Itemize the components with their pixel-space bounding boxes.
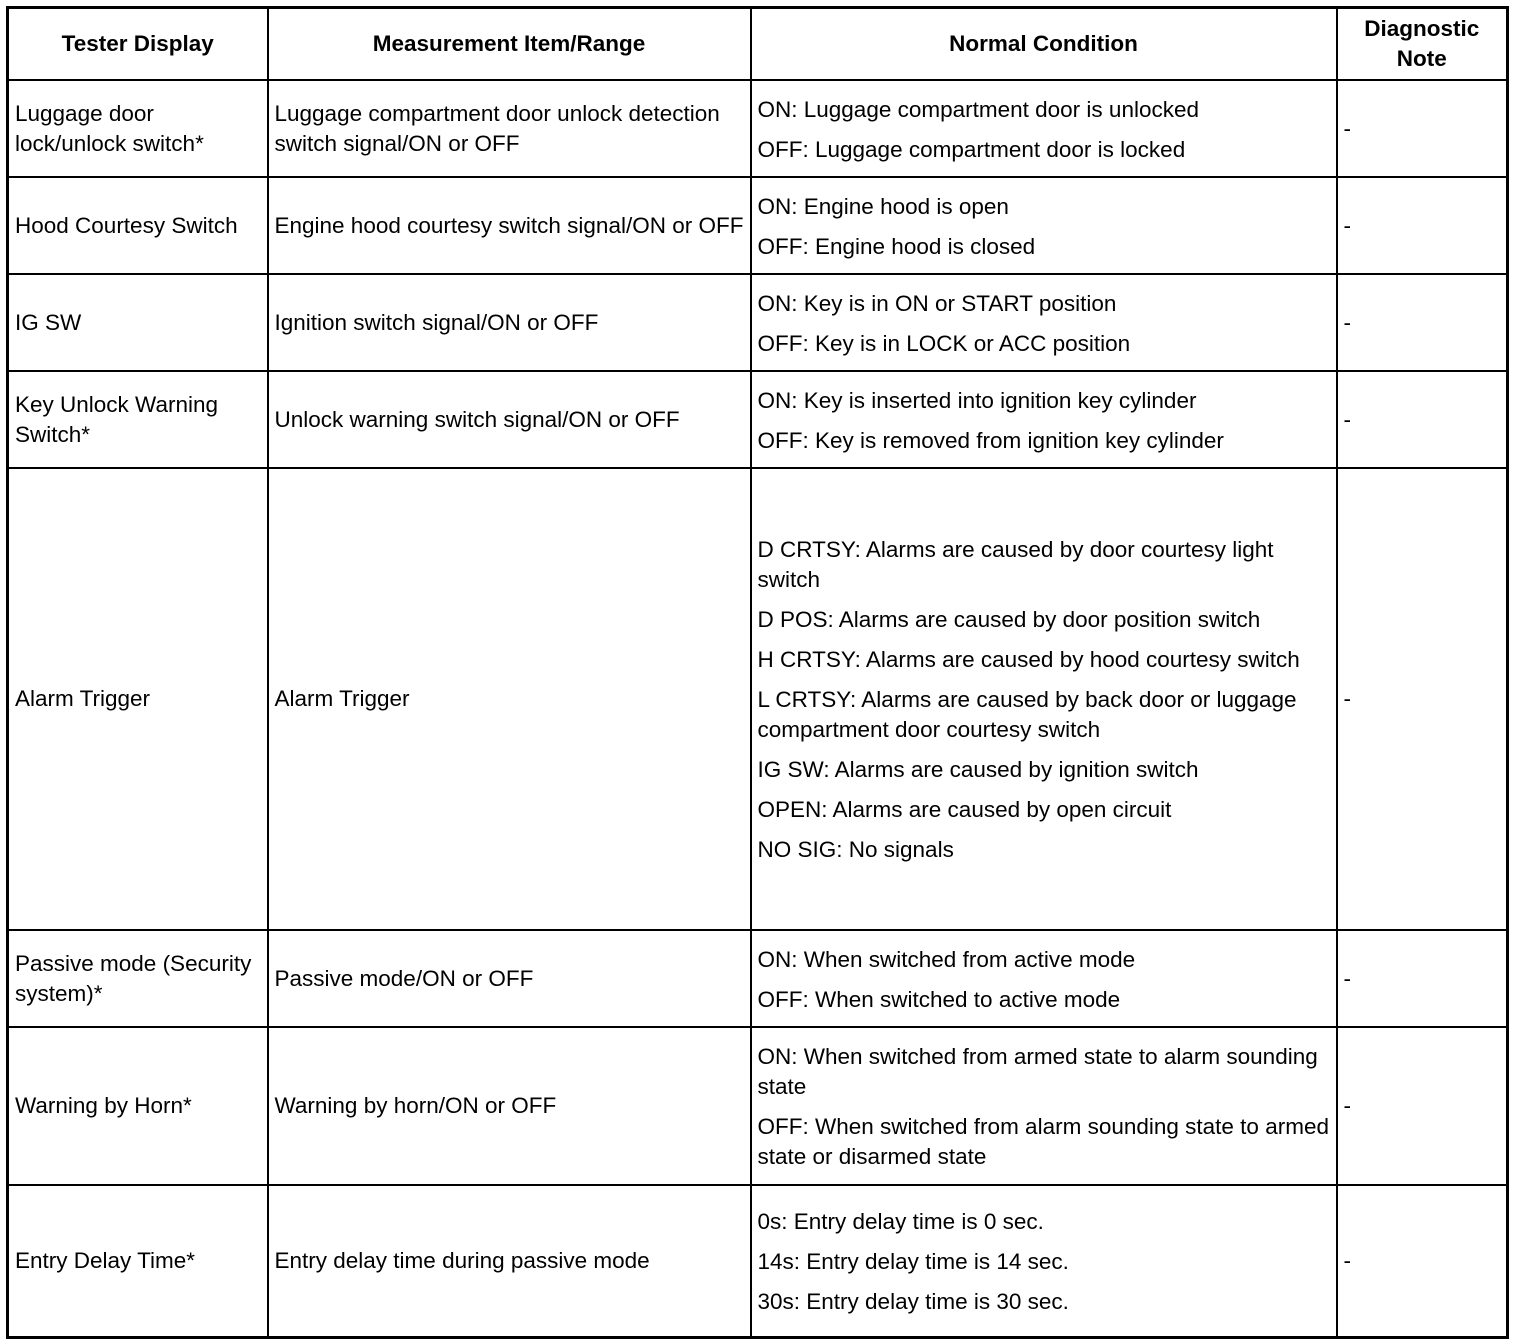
data-list-table [6,6,1509,1339]
table-row [8,1185,1508,1337]
diagnostic-note-cell: - [1337,274,1508,371]
tester-display-cell: Passive mode (Security system)* [8,930,268,1027]
condition-line: OFF: When switched from alarm sounding state to armed state or disarmed state [757,1114,1329,1169]
normal-condition-cell [751,468,1337,930]
condition-line: OFF: Engine hood is closed [757,233,1036,259]
condition-line: D POS: Alarms are caused by door position switch [757,607,1261,632]
diagnostic-note-cell: - [1337,468,1508,930]
tester-display-cell: Luggage door lock/unlock switch* [8,80,268,177]
table-row [8,274,1508,371]
condition-line: ON: Key is in ON or START position [757,290,1117,316]
measurement-cell: Passive mode/ON or OFF [268,930,751,1027]
table-row [8,468,1508,930]
condition-line: ON: When switched from armed state to alarm sounding state [757,1044,1318,1099]
normal-condition-cell [751,371,1337,468]
condition-line: OFF: Key is in LOCK or ACC position [757,330,1131,356]
condition-line: IG SW: Alarms are caused by ignition switch [757,757,1199,782]
normal-condition-cell [751,1027,1337,1185]
normal-condition-cell [751,80,1337,177]
header-diagnostic-note: Diagnostic Note [1337,8,1508,81]
table-row [8,177,1508,274]
tester-display-cell: Key Unlock Warning Switch* [8,371,268,468]
header-measurement: Measurement Item/Range [268,8,751,81]
measurement-cell: Unlock warning switch signal/ON or OFF [268,371,751,468]
measurement-cell: Alarm Trigger [268,468,751,930]
tester-display-cell: Entry Delay Time* [8,1185,268,1337]
normal-condition-cell [751,177,1337,274]
condition-line: H CRTSY: Alarms are caused by hood courtesy switch [757,647,1300,672]
diagnostic-note-cell: - [1337,1185,1508,1337]
condition-line: OFF: Key is removed from ignition key cylinder [757,427,1224,453]
diagnostic-note-cell: - [1337,177,1508,274]
header-tester-display: Tester Display [8,8,268,81]
condition-line: ON: Luggage compartment door is unlocked [757,96,1199,122]
condition-line: ON: Engine hood is open [757,193,1009,219]
normal-condition-cell [751,1185,1337,1337]
diagnostic-note-cell: - [1337,371,1508,468]
measurement-cell: Entry delay time during passive mode [268,1185,751,1337]
condition-line: ON: When switched from active mode [757,946,1136,972]
table-body [8,80,1508,1337]
measurement-cell: Ignition switch signal/ON or OFF [268,274,751,371]
tester-display-cell: Warning by Horn* [8,1027,268,1185]
condition-line: OFF: Luggage compartment door is locked [757,136,1186,162]
condition-line: L CRTSY: Alarms are caused by back door or luggage compartment door courtesy switch [757,687,1297,742]
measurement-cell: Engine hood courtesy switch signal/ON or OFF [268,177,751,274]
condition-line: NO SIG: No signals [757,837,954,862]
tester-display-cell: Hood Courtesy Switch [8,177,268,274]
header-normal-condition: Normal Condition [751,8,1337,81]
diagnostic-note-cell: - [1337,80,1508,177]
normal-condition-cell [751,274,1337,371]
table-row [8,371,1508,468]
measurement-cell: Luggage compartment door unlock detection switch signal/ON or OFF [268,80,751,177]
tester-display-cell: Alarm Trigger [8,468,268,930]
diagnostic-note-cell: - [1337,930,1508,1027]
table-row [8,80,1508,177]
condition-line: 30s: Entry delay time is 30 sec. [757,1288,1069,1314]
condition-line: 0s: Entry delay time is 0 sec. [757,1208,1044,1234]
condition-line: OFF: When switched to active mode [757,986,1121,1012]
normal-condition-cell [751,930,1337,1027]
condition-line: ON: Key is inserted into ignition key cylinder [757,387,1197,413]
table-row [8,930,1508,1027]
header-row [8,8,1508,81]
condition-line: 14s: Entry delay time is 14 sec. [757,1248,1069,1274]
table-row [8,1027,1508,1185]
condition-line: OPEN: Alarms are caused by open circuit [757,797,1172,822]
condition-line: D CRTSY: Alarms are caused by door courtesy light switch [757,537,1274,592]
diagnostic-note-cell: - [1337,1027,1508,1185]
tester-display-cell: IG SW [8,274,268,371]
measurement-cell: Warning by horn/ON or OFF [268,1027,751,1185]
